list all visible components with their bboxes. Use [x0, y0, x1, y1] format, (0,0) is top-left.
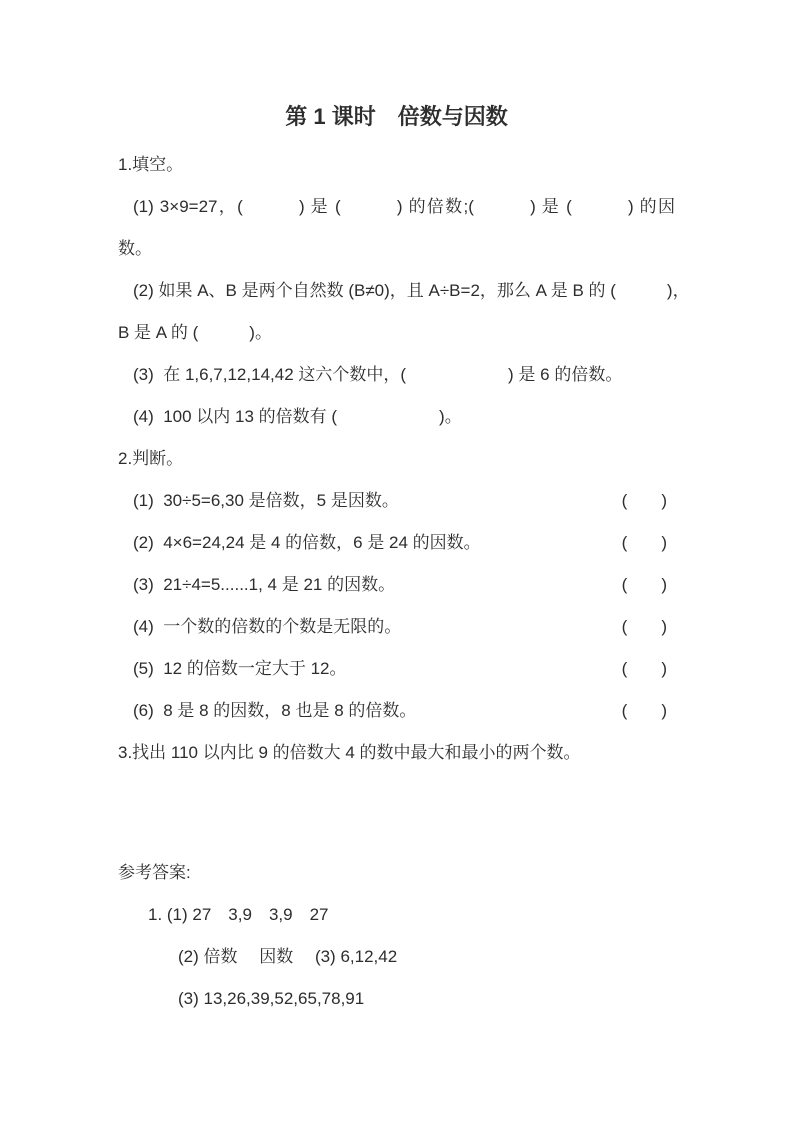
answer-blank: ( ) [621, 617, 667, 636]
section2-heading: 2.判断。 [118, 449, 184, 468]
question-line: (2) 如果 A、B 是两个自然数 (B≠0)，且 A÷B=2，那么 A 是 B 的 ( )， [133, 281, 690, 300]
answer-line: 1. (1) 27 3,9 3,9 27 [148, 905, 329, 924]
answer-blank: ( ) [621, 575, 667, 594]
answer-blank: ( ) [621, 491, 667, 510]
judgment-row [118, 480, 675, 522]
page-title: 第 1 课时 倍数与因数 [285, 104, 508, 129]
judgment-text: (2) 4×6=24,24 是 4 的倍数，6 是 24 的因数。 [133, 533, 481, 552]
judgment-row [118, 564, 675, 606]
judgment-row [118, 648, 675, 690]
question-line-wrap: 数。 [118, 239, 152, 258]
question-line-wrap: B 是 A 的 ( )。 [118, 323, 272, 342]
judgment-row [118, 522, 675, 564]
answer-line: (2) 倍数 因数 (3) 6,12,42 [178, 947, 398, 966]
answer-blank: ( ) [621, 659, 667, 678]
answer-blank: ( ) [621, 533, 667, 552]
judgment-text: (3) 21÷4=5......1, 4 是 21 的因数。 [133, 575, 396, 594]
question-line: (1) 3×9=27，( ) 是 ( ) 的倍数;( ) 是 ( ) 的因 [133, 197, 675, 216]
judgment-text: (4) 一个数的倍数的个数是无限的。 [133, 617, 402, 636]
judgment-text: (1) 30÷5=6,30 是倍数，5 是因数。 [133, 491, 399, 510]
judgment-text: (6) 8 是 8 的因数，8 也是 8 的倍数。 [133, 701, 417, 720]
judgment-row [118, 606, 675, 648]
question-line: (4) 100 以内 13 的倍数有 ( )。 [133, 407, 462, 426]
judgment-text: (5) 12 的倍数一定大于 12。 [133, 659, 347, 678]
answer-line: (3) 13,26,39,52,65,78,91 [178, 989, 365, 1008]
question-line: (3) 在 1,6,7,12,14,42 这六个数中，( ) 是 6 的倍数。 [133, 365, 623, 384]
answers-heading: 参考答案: [118, 863, 191, 882]
judgment-row [118, 690, 675, 732]
answer-blank: ( ) [621, 701, 667, 720]
section3-heading: 3.找出 110 以内比 9 的倍数大 4 的数中最大和最小的两个数。 [118, 743, 581, 762]
section1-heading: 1.填空。 [118, 155, 184, 174]
